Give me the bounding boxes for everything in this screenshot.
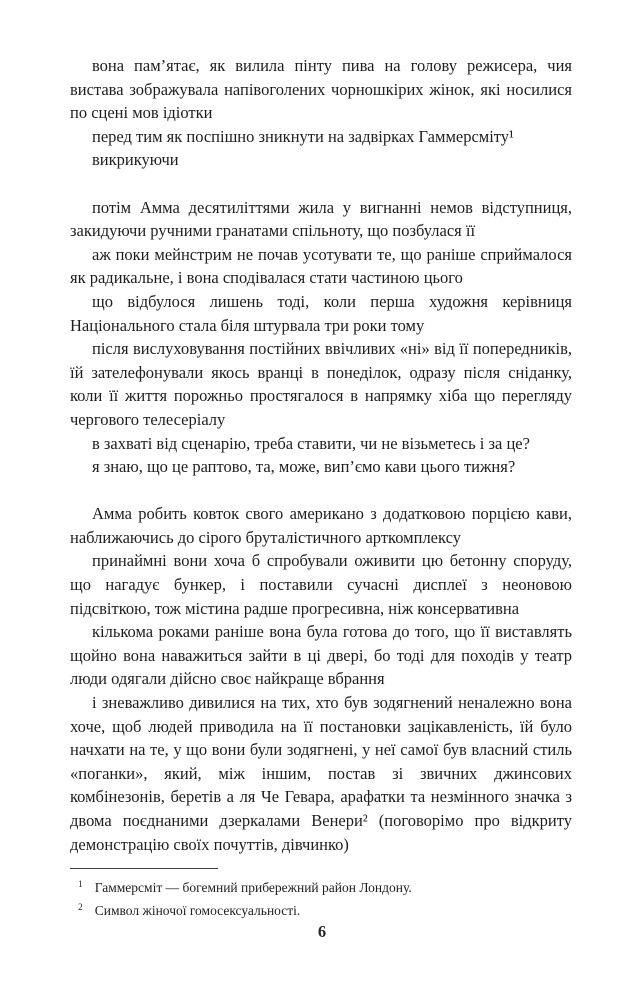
- paragraph: принаймні вони хоча б спробували оживити цю бетонну споруду, що нагадує бункер, і поставили сучасні дисплеї з неоновою підсвіткою, тож містина радше прогресивна, ніж консервативна: [70, 551, 572, 618]
- footnotes-section: [70, 868, 572, 922]
- paragraph: я знаю, що це раптово, та, може, вип’ємо кави цього тижня?: [92, 457, 516, 477]
- footnote: [70, 876, 572, 899]
- paragraph: перед тим як поспішно зникнути на задвірках Гаммерсміту¹: [92, 126, 514, 146]
- footnote-text: Гаммерсміт — богемний прибережний район Лондону.: [94, 880, 412, 895]
- paragraph: вона пам’ятає, як вилила пінту пива на голову режисера, чия вистава зображувала напівоголених чорношкірих жінок, які носилися по сцені мов ідіотки: [70, 56, 572, 123]
- paragraph: після вислуховування постійних ввічливих «ні» від її попередників, їй зателефонували якось вранці в понеділок, одразу після сніданку, коли її життя порожньо простягалося в напрямку хіба що перегляду чергового телесеріалу: [70, 339, 572, 429]
- footnote-divider: [70, 868, 218, 869]
- paragraph: потім Амма десятиліттями жила у вигнанні немов відступниця, закидуючи ручними гранатами спільноту, що позбулася її: [70, 197, 572, 241]
- paragraph: кількома роками раніше вона була готова до того, що її виставлять щойно вона наважиться зайти в ці двері, бо тоді для походів у театр люди одягали дійсно своє найкраще вбрання: [70, 622, 572, 689]
- footnote-text: Символ жіночої гомосексуальності.: [94, 903, 301, 918]
- footnote-marker: 2: [78, 902, 83, 913]
- page-number: 6: [317, 922, 327, 941]
- footnote-marker: 1: [78, 879, 83, 890]
- paragraph: в захваті від сценарію, треба ставити, чи не візьметесь і за це?: [92, 433, 530, 453]
- paragraph: викрикуючи: [92, 150, 179, 170]
- body-text: [70, 54, 572, 856]
- footnote: [70, 899, 572, 922]
- paragraph: і зневажливо дивилися на тих, хто був зодягнений неналежно вона хоче, щоб людей приводила на її постановки зацікавленість, їй було начхати на те, у що вони були зодягнені, у неї самої був власний стиль «поганки», який, між іншим, постав зі звичних джинсових комбінезонів, беретів а ля Че Гевара, арафатки та незмінного значка з двома поєднаними дзеркалами Венери² (поговорімо про відкриту демонстрацію своїх почуттів, дівчинко): [70, 693, 572, 854]
- paragraph: що відбулося лишень тоді, коли перша художня керівниця Національного стала біля штурвала три роки тому: [70, 291, 572, 335]
- paragraph: аж поки мейнстрим не почав усотувати те, що раніше сприймалося як радикальне, і вона сподівалася стати частиною цього: [70, 244, 572, 288]
- paragraph: Амма робить ковток свого американо з додатковою порцією кави, наближаючись до сірого бруталістичного арткомплексу: [70, 504, 572, 547]
